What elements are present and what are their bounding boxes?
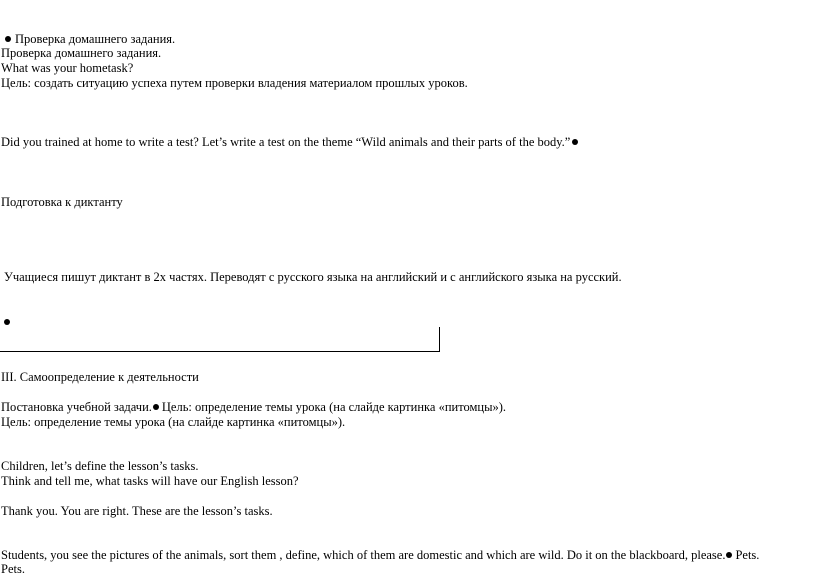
pets-line: Pets. [1, 562, 25, 576]
dictation-description-line: Учащиеся пишут диктант в 2х частях. Переводят с русского языка на английский и с английского языка на русский. [4, 270, 622, 284]
bullet-icon [4, 319, 10, 325]
bullet-icon [5, 36, 11, 42]
learning-task-goal-text: Цель: определение темы урока (на слайде картинка «питомцы»). [161, 400, 507, 414]
thank-you-line: Thank you. You are right. These are the lesson’s tasks. [1, 504, 273, 518]
sort-animals-line [1, 547, 759, 563]
define-tasks-line: Children, let’s define the lesson’s tasks. [1, 459, 199, 473]
goal-success-line: Цель: создать ситуацию успеха путем проверки владения материалом прошлых уроков. [1, 76, 468, 90]
test-prompt-line [1, 134, 578, 150]
horizontal-divider [0, 351, 440, 352]
section-self-determination-heading: III. Самоопределение к деятельности [1, 370, 199, 384]
think-tell-line: Think and tell me, what tasks will have our English lesson? [1, 474, 299, 488]
bullet-icon [726, 552, 732, 558]
lesson-topic-goal-line: Цель: определение темы урока (на слайде картинка «питомцы»). [1, 415, 346, 429]
dictation-prep-line: Подготовка к диктанту [1, 195, 123, 209]
learning-task-line [1, 399, 506, 415]
bullet-icon [153, 404, 159, 410]
sort-animals-text: Students, you see the pictures of the animals, sort them , define, which of them are domestic and which are wild. Do it on the blackboard, please. [1, 548, 726, 562]
hometask-question: What was your hometask? [1, 61, 134, 75]
bullet-icon [572, 139, 578, 145]
standalone-bullet [4, 314, 14, 330]
pets-inline-text: Pets. [735, 548, 760, 562]
learning-task-text: Постановка учебной задачи. [1, 400, 152, 414]
divider-end-tick [439, 327, 440, 352]
test-prompt-text: Did you trained at home to write a test? Let’s write a test on the theme “Wild animals and their parts of the body.” [1, 135, 571, 149]
homework-check-line: Проверка домашнего задания. [1, 46, 162, 60]
heading-homework-check-text: Проверка домашнего задания. [15, 32, 176, 46]
